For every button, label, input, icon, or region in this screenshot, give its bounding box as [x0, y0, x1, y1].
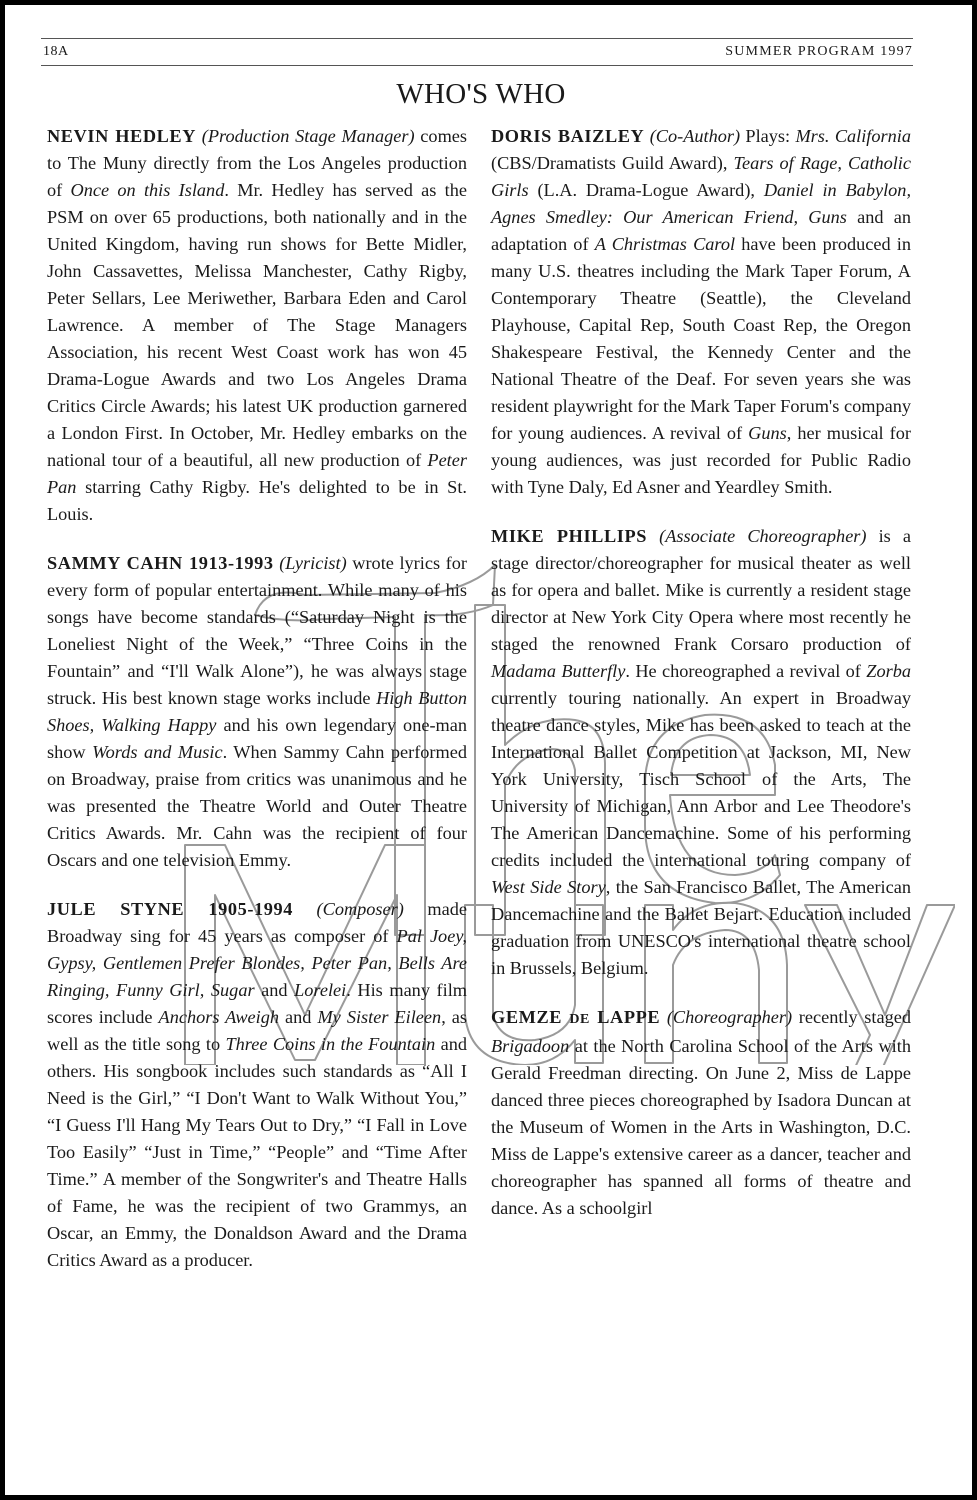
- bio-sammy-cahn: SAMMY CAHN 1913-1993 (Lyricist) wrote lyrics for every form of popular entertainment. While many of his songs have become standards (“Saturday Night is the Loneliest Night of the Week,” “Three Coins in the Fountain” and “I'll Walk Alone”), he was always stage struck. His best known stage works include High Button Shoes, Walking Happy and his own legendary one-man show Words and Music. When Sammy Cahn performed on Broadway, praise from critics was unanimous and he was presented the Theatre World and Outer Theatre Critics Awards. Mr. Cahn was the recipient of four Oscars and one television Emmy.: [47, 553, 468, 870]
- bio-role: (Choreographer): [666, 1007, 793, 1027]
- work-title: Anchors Aweigh: [158, 1007, 279, 1027]
- bio-nevin-hedley: NEVIN HEDLEY (Production Stage Manager) comes to The Muny directly from the Los Angeles production of Once on this Island. Mr. Hedley has served as the PSM on over 65 productions, both nationally and in the United Kingdom, having run shows for Bette Midler, John Cassavettes, Melissa Manchester, Cathy Rigby, Peter Sellars, Lee Meriwether, Barbara Eden and Carol Lawrence. A member of The Stage Managers Association, his recent West Coast work has won 45 Drama-Logue Awards and two Los Angeles Drama Critics Circle Awards; his latest UK production garnered a London First. In October, Mr. Hedley embarks on the national tour of a beautiful, all new production of Peter Pan starring Cathy Rigby. He's delighted to be in St. Louis.: [47, 126, 468, 524]
- work-title: Tears of Rage, Catholic Girls: [491, 153, 911, 200]
- bio-role: (Composer): [316, 899, 404, 919]
- right-column: [491, 123, 911, 1244]
- work-title: Daniel in Babylon, Agnes Smedley: Our American Friend, Guns: [491, 180, 912, 227]
- bio-name: DORIS BAIZLEY: [491, 126, 645, 146]
- bio-name: NEVIN HEDLEY: [47, 126, 197, 146]
- work-title: Peter Pan: [47, 450, 467, 497]
- work-title: Once on this Island: [70, 180, 225, 200]
- bio-name: SAMMY CAHN 1913-1993: [47, 553, 274, 573]
- work-title: Brigadoon: [491, 1036, 570, 1056]
- bio-mike-phillips: MIKE PHILLIPS (Associate Choreographer) is a stage director/choreographer for musical theater as well as for opera and ballet. Mike is currently a resident stage director at New York City Opera where most recently he staged the renowned Frank Corsaro production of Madama Butterfly. He choreographed a revival of Zorba currently touring nationally. An expert in Broadway theatre dance styles, Mike has been asked to teach at the International Ballet Competition at Jackson, MI, New York University, Tisch School of the Arts, The University of Michigan, Ann Arbor and Lee Theodore's The American Dancemachine. Some of his performing credits included the international touring company of West Side Story, the San Francisco Ballet, The American Dancemachine and the Ballet Bejart. Education included graduation from UNESCO's international theatre school in Brussels, Belgium.: [491, 526, 912, 978]
- program-page: [5, 5, 972, 1495]
- work-title: Words and Music: [92, 742, 223, 762]
- bio-role: (Lyricist): [279, 553, 347, 573]
- running-header: [41, 38, 913, 66]
- bio-name: JULE STYNE 1905-1994: [47, 899, 293, 919]
- work-title: Three Coins in the Fountain: [225, 1034, 436, 1054]
- page-title: WHO'S WHO: [396, 78, 566, 110]
- bio-role: (Associate Choreographer): [659, 526, 867, 546]
- work-title: Lorelei: [294, 980, 347, 1000]
- publication-title: SUMMER PROGRAM 1997: [725, 44, 913, 59]
- bio-role: (Co-Author): [649, 126, 741, 146]
- bio-name: MIKE PHILLIPS: [491, 526, 648, 546]
- work-title: West Side Story: [491, 877, 606, 897]
- page-number: 18A: [43, 44, 69, 59]
- work-title: Mrs. California: [795, 126, 912, 146]
- bio-gemze-de-lappe: GEMZE DE LAPPE (Choreographer) recently staged Brigadoon at the North Carolina School of the Arts with Gerald Freedman directing. On June 2, Miss de Lappe danced three pieces choreographed by Isadora Duncan at the Museum of Women in the Arts in Washington, D.C. Miss de Lappe's extensive career as a dancer, teacher and choreographer has spanned all forms of theatre and dance. As a schoolgirl: [491, 1007, 911, 1218]
- bio-doris-baizley: DORIS BAIZLEY (Co-Author) Plays: Mrs. California (CBS/Dramatists Guild Award), Tears of Rage, Catholic Girls (L.A. Drama-Logue Award), Daniel in Babylon, Agnes Smedley: Our American Friend, Guns and an adaptation of A Christmas Carol have been produced in many U.S. theatres including the Mark Taper Forum, A Contemporary Theatre (Seattle), the Cleveland Playhouse, Capital Rep, South Coast Rep, the Oregon Shakespeare Festival, the Kennedy Center and the National Theatre of the Deaf. For seven years she was resident playwright for the Mark Taper Forum's company for young audiences. A revival of Guns, her musical for young audiences, was just recorded for Public Radio with Tyne Daly, Ed Asner and Yeardley Smith.: [491, 126, 912, 497]
- work-title: Pal Joey, Gypsy, Gentlemen Prefer Blondes, Peter Pan, Bells Are Ringing, Funny Girl, Sugar: [47, 926, 467, 1000]
- work-title: My Sister Eileen: [317, 1007, 442, 1027]
- work-title: Zorba: [866, 661, 912, 681]
- bio-role: (Production Stage Manager): [201, 126, 415, 146]
- bio-jule-styne: JULE STYNE 1905-1994 (Composer) made Broadway sing for 45 years as composer of Pal Joey, Gypsy, Gentlemen Prefer Blondes, Peter Pan, Bells Are Ringing, Funny Girl, Sugar and Lorelei. His many film scores include Anchors Aweigh and My Sister Eileen, as well as the title song to Three Coins in the Fountain and others. His songbook includes such standards as “All I Need is the Girl,” “I Don't Want to Walk Without You,” “I Guess I'll Hang My Tears Out to Dry,” “I Fall in Love Too Easily” “Just in Time,” “People” and “Time After Time.” A member of the Songwriter's and Theatre Halls of Fame, he was the recipient of two Grammys, an Oscar, an Emmy, the Donaldson Award and the Drama Critics Award as a producer.: [47, 899, 468, 1270]
- work-title: Guns: [748, 423, 787, 443]
- work-title: A Christmas Carol: [594, 234, 736, 254]
- work-title: Madama Butterfly: [491, 661, 626, 681]
- bio-name: GEMZE DE LAPPE: [491, 1007, 661, 1027]
- work-title: High Button Shoes, Walking Happy: [47, 688, 467, 735]
- left-column: [47, 123, 467, 1296]
